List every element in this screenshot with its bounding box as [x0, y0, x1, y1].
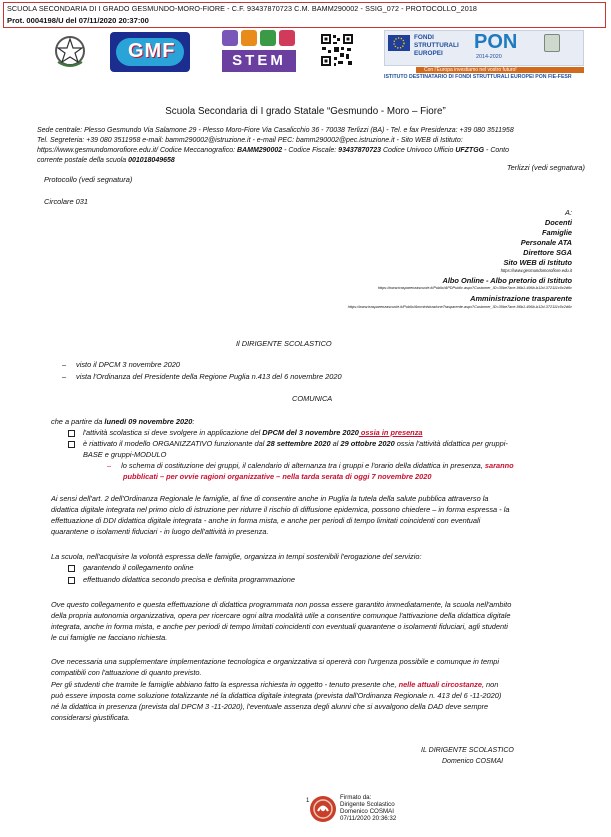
recipient-ata: Personale ATA: [520, 238, 572, 247]
para5-line2: può essere imposta come soluzione totalizzante né la didattica digitale integrata (prevista dall'Ordinanza Regionale n. 413 del 6 -11-2020): [51, 691, 502, 700]
school-title: Scuola Secondaria di I grado Statale “Gesmundo - Moro – Fiore”: [165, 106, 446, 117]
para2: La scuola, nell'acquisire la volontà espressa delle famiglie, organizza in tempi sostenibili l'erogazione del servizio:: [51, 552, 422, 561]
digital-signature-l2: Dirigente Scolastico: [340, 801, 395, 808]
page-number: 1: [306, 798, 310, 804]
pon-years: 2014-2020: [476, 54, 502, 60]
para2-item-2: [68, 574, 295, 585]
sub-dash: –: [107, 461, 112, 470]
para3-line4: le cui famiglie ne facciano richiesta.: [51, 633, 168, 642]
stem-gear-icon: [241, 30, 257, 46]
intro-post: :: [192, 417, 195, 426]
info3-end: - Conto: [484, 147, 509, 154]
pon-slogan: Con l'Europa investiamo nel vostro futuro!: [424, 66, 517, 73]
bullet2-pre: è riattivato il modello ORGANIZZATIVO funzionante dal: [83, 439, 267, 448]
digital-signature-l3: Domenico COSMAI: [340, 808, 394, 815]
protocol-header-line2: Prot. 0004198/U del 07/11/2020 20:37:00: [7, 16, 149, 25]
visto-text-2: vista l'Ordinanza del Presidente della Regione Puglia n.413 del 6 novembre 2020: [76, 372, 342, 381]
bullet2-date2: 29 ottobre 2020: [340, 439, 395, 448]
para5-line1: [51, 679, 498, 690]
para4-line2: compatibili con l'attuazione di quanto previsto.: [51, 668, 202, 677]
para5-post: , non: [481, 680, 499, 689]
school-info-line3: [37, 146, 582, 156]
info3-post: Codice Univoco Ufficio: [381, 147, 456, 154]
checkbox-icon: [68, 430, 75, 437]
para1-line1: Ai sensi dell'art. 2 dell'Ordinanza Regionale le famiglie, al fine di consentire anche in Puglia la tutela della salute pubblica attraverso la: [51, 494, 489, 503]
meccanografico-code: BAMM290002: [237, 147, 283, 154]
stem-logo-text: STEM: [222, 50, 296, 72]
recipient-albo: Albo Online - Albo pretorio di Istituto: [442, 276, 572, 285]
pon-footer-text: ISTITUTO DESTINATARIO DI FONDI STRUTTURALI EUROPEI PON FIE-FESR: [384, 74, 572, 80]
checkbox-icon: [68, 565, 75, 572]
sub-item: [107, 460, 514, 471]
protocol-header-line1: SCUOLA SECONDARIA DI I GRADO GESMUNDO-MORO-FIORE - C.F. 93437870723 C.M. BAMM290002 - SSIG_072 - PROTOCOLLO_2018: [7, 4, 478, 13]
italian-republic-emblem-icon: [52, 32, 88, 70]
bullet-1: [68, 427, 423, 438]
digital-signature-seal-icon: [308, 794, 338, 824]
comunica-heading: COMUNICA: [292, 394, 333, 403]
digital-signature-l4: 07/11/2020 20:36:32: [340, 815, 397, 822]
signature-name: Domenico COSMAI: [442, 758, 504, 765]
bullet2-date1: 28 settembre 2020: [266, 439, 331, 448]
para2-item-1: [68, 562, 194, 573]
signature-title: IL DIRIGENTE SCOLASTICO: [421, 747, 514, 754]
school-info-line2: Tel. Segreteria: +39 080 3511958 e-mail: bamm290002@istruzione.it - e-mail PEC: bamm290002@pec.istruzione.it - Sito WEB di Istituto:: [37, 137, 463, 144]
para5-line4: considerarsi giustificata.: [51, 713, 130, 722]
sub-pre: lo schema di costituzione dei gruppi, il calendario di alternanza tra i gruppi e l'orario della didattica in presenza,: [121, 461, 485, 470]
info3-pre: https://www.gesmundomorofiore.edu.it/ Codice Meccanografico:: [37, 147, 237, 154]
place-text: Terlizzi (vedi segnatura): [506, 163, 585, 172]
dirigente-heading: Il DIRIGENTE SCOLASTICO: [236, 339, 332, 348]
para3-line3: integrata, anche in forma mista, e anche per periodi di tempo limitati coincidenti con eventuali quarantene o isolamenti fiduciari, agli studenti: [51, 622, 508, 631]
gmf-logo-text: GMF: [128, 40, 176, 62]
para2-item-text-2: effettuando didattica secondo precisa e definita programmazione: [83, 575, 295, 584]
digital-signature-info: [340, 794, 396, 822]
codice-fiscale: 93437870723: [338, 147, 381, 154]
sub-item-continuation: pubblicati – per ovvie ragioni organizzative – nella tarda serata di oggi 7 novembre 2020: [123, 472, 432, 481]
bullet-2: [68, 438, 508, 449]
stem-flask-icon: [222, 30, 238, 46]
intro-line: [51, 416, 194, 427]
bullet1-red: ossia in presenza: [358, 428, 423, 437]
school-info-line1: Sede centrale: Plesso Gesmundo Via Salamone 29 - Plesso Moro-Fiore Via Casalicchio 36 - 70038 Terlizzi (BA) - Tel. e fax Presidenza: +39 080 3511958: [37, 127, 514, 134]
visto-text-1: visto il DPCM 3 novembre 2020: [76, 360, 180, 369]
intro-date: lunedì 09 novembre 2020: [104, 417, 193, 426]
para2-item-text-1: garantendo il collegamento online: [83, 563, 194, 572]
pon-banner: [384, 30, 584, 78]
info4-pre: corrente postale della scuola: [37, 157, 129, 164]
bullet1-pre: l'attività scolastica si deve svolgere in applicazione del: [83, 428, 263, 437]
codice-ufficio: UFZTGG: [455, 147, 485, 154]
circolare-number: Circolare 031: [44, 197, 88, 206]
sito-url-link[interactable]: https://www.gesmundomorofiore.edu.it: [500, 268, 572, 273]
gmf-school-logo: [110, 32, 190, 72]
bullet1-bold: DPCM del 3 novembre 2020: [262, 428, 359, 437]
ministry-emblem-icon: [544, 34, 560, 52]
protocol-text: Protocollo (vedi segnatura): [44, 175, 133, 184]
recipient-amministrazione: Amministrazione trasparente: [470, 294, 572, 303]
intro-pre: che a partire da: [51, 417, 105, 426]
checkbox-icon: [68, 577, 75, 584]
pon-fondi-text: FONDI STRUTTURALI EUROPEI: [414, 34, 459, 57]
para5-line3: né la didattica in presenza (prevista dal DPCM 3 -11-2020), l'eventuale assenza degli alunni che si avvalgono della DAD deve sempre: [51, 702, 489, 711]
sub-red1: saranno: [484, 461, 514, 470]
checkbox-icon: [68, 441, 75, 448]
amm-url-link[interactable]: https://www.trasparenzascuole.it/Public/AmministrazioneTrasparente.aspx?Customer_ID=30be7ace-96b1-496b-b12d-372111c0c2d6c: [347, 305, 572, 309]
para1-line4: quarantene o isolamenti fiduciari - in luogo dell'attività in presenza.: [51, 527, 269, 536]
bullet2-mid: al: [330, 439, 341, 448]
recipients-a: A:: [565, 208, 572, 217]
stem-logo: [220, 30, 298, 74]
para3-line2: della propria autonomia organizzativa, opera per ricercare ogni altra modalità utile a consentire comunque l'attivazione della didattica digitale: [51, 611, 511, 620]
eu-flag-icon: [388, 35, 410, 51]
info3-mid: - Codice Fiscale:: [282, 147, 339, 154]
para4-line1: Ove necessaria una supplementare implementazione tecnologica e organizzativa si opererà con l'urgenza possibile e comunque in tempi: [51, 657, 499, 666]
para5-pre: Per gli studenti che tramite le famiglie abbiano fatto la espressa richiesta in oggetto - tenuto presente che,: [51, 680, 399, 689]
conto-corrente: 001018049658: [128, 157, 175, 164]
recipient-docenti: Docenti: [544, 218, 572, 227]
recipient-famiglie: Famiglie: [542, 228, 572, 237]
digital-signature-l1: Firmato da:: [340, 794, 372, 801]
stem-pi-icon: [279, 30, 295, 46]
visto-item-1: – visto il DPCM 3 novembre 2020: [62, 360, 180, 369]
para3-line1: Ove questo collegamento e questa effettuazione di didattica programmata non possa essere garantito immediatamente, la scuola nell'ambito: [51, 600, 512, 609]
stem-tools-icon: [260, 30, 276, 46]
bullet-2-continuation: BASE e gruppi-MODULO: [83, 450, 167, 459]
recipient-sito: Sito WEB di Istituto: [503, 258, 572, 267]
para5-red: nelle attuali circostanze: [398, 680, 482, 689]
albo-url-link[interactable]: https://www.trasparenzascuole.it/Public/APDPublic.aspx?Customer_ID=30be7ace-96b1-496b-b12d-372111c0c2d6c: [377, 286, 572, 290]
bullet2-post1: ossia l'attività didattica per gruppi-: [394, 439, 508, 448]
visto-item-2: – vista l'Ordinanza del Presidente della Regione Puglia n.413 del 6 novembre 2020: [62, 372, 342, 381]
para1-line3: effettuazione di DDI didattica digitale integrata - anche in forma mista, e anche per periodi di tempo limitati coincidenti con eventuali: [51, 516, 481, 525]
recipient-dsga: Direttore SGA: [523, 248, 572, 257]
pon-word: PON: [474, 31, 518, 53]
para1-line2: didattica digitale integrata nel primo ciclo di istruzione per ridurre il rischio di diffusione epidemica, possono chiedere – in forma espressa - la: [51, 505, 510, 514]
qr-code-icon: [320, 33, 354, 67]
